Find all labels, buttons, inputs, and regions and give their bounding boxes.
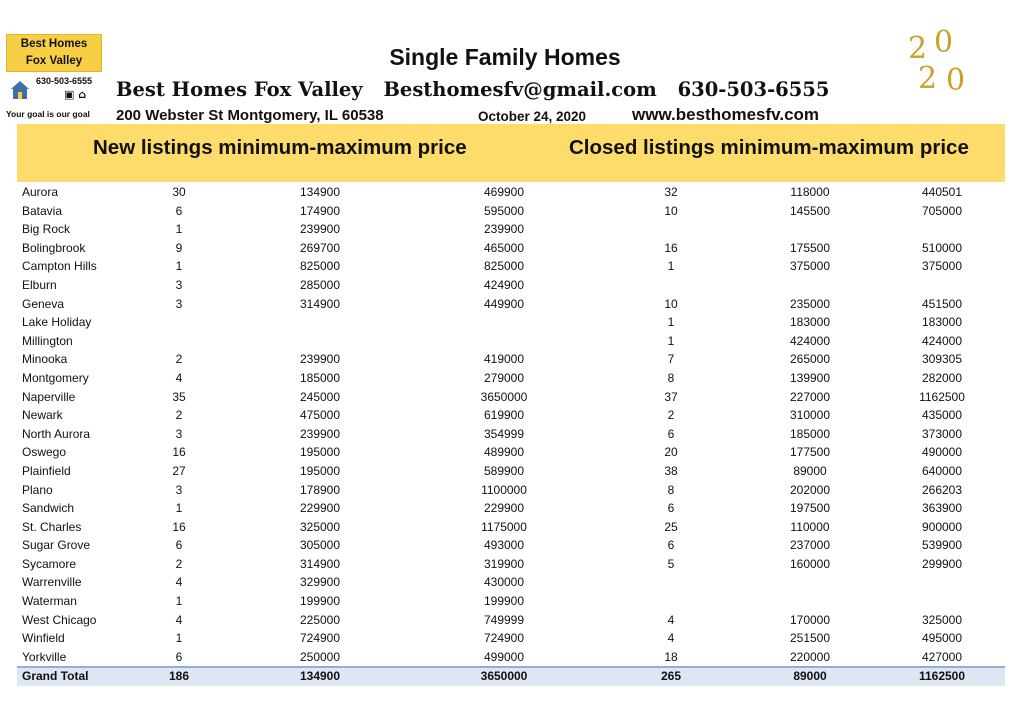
new-count-cell: 6 xyxy=(175,203,183,218)
city-cell: Campton Hills xyxy=(22,259,97,274)
closed-count-cell: 6 xyxy=(667,426,675,441)
table-row xyxy=(17,388,1005,407)
city-cell: Millington xyxy=(22,333,73,348)
table-row xyxy=(17,518,1005,537)
company-name: Best Homes Fox Valley xyxy=(116,78,363,101)
year-digit-1: 2 xyxy=(908,31,928,66)
new-max-price-cell: 489900 xyxy=(483,445,525,460)
table-row xyxy=(17,257,1005,276)
closed-min-price-cell: 185000 xyxy=(789,426,831,441)
city-cell: Elburn xyxy=(22,277,57,292)
closed-min-price-cell: 265000 xyxy=(789,352,831,367)
closed-max-price-cell: 424000 xyxy=(921,333,963,348)
closed-max-price-cell: 325000 xyxy=(921,612,963,627)
closed-min-price-cell: 110000 xyxy=(790,519,830,534)
contact-line xyxy=(116,78,843,101)
new-count-cell: 1 xyxy=(175,594,183,609)
contact-email: Besthomesfv@gmail.com xyxy=(383,78,657,101)
closed-count-cell: 1 xyxy=(667,333,675,348)
new-max-price-cell: 354999 xyxy=(483,426,525,441)
closed-min-price-cell: 237000 xyxy=(789,538,831,553)
report-date: October 24, 2020 xyxy=(478,109,587,124)
logo-line-1: Best Homes xyxy=(20,38,88,50)
total-new-min: 134900 xyxy=(299,669,341,684)
closed-min-price-cell: 220000 xyxy=(789,649,831,664)
closed-count-cell: 38 xyxy=(664,463,678,478)
year-digit-4: 0 xyxy=(946,63,966,94)
new-count-cell: 16 xyxy=(172,445,186,460)
new-min-price-cell: 475000 xyxy=(299,408,341,423)
closed-max-price-cell: 427000 xyxy=(921,649,963,664)
closed-min-price-cell: 183000 xyxy=(789,315,831,330)
new-min-price-cell: 305000 xyxy=(299,538,341,553)
city-cell: Montgomery xyxy=(22,370,89,385)
table-row xyxy=(17,369,1005,388)
closed-min-price-cell: 375000 xyxy=(789,259,831,274)
table-row xyxy=(17,611,1005,630)
new-count-cell: 4 xyxy=(175,370,183,385)
closed-count-cell: 7 xyxy=(667,352,675,367)
total-closed-count: 265 xyxy=(660,669,682,684)
city-cell: Geneva xyxy=(22,296,65,311)
closed-count-cell: 4 xyxy=(667,612,675,627)
section-banner xyxy=(17,124,1005,182)
new-min-price-cell: 195000 xyxy=(299,445,341,460)
closed-max-price-cell: 490000 xyxy=(921,445,963,460)
closed-max-price-cell: 539900 xyxy=(921,538,963,553)
new-min-price-cell: 239900 xyxy=(299,426,341,441)
new-count-cell: 16 xyxy=(172,519,186,534)
logo-line-2: Fox Valley xyxy=(25,55,83,67)
company-address: 200 Webster St Montgomery, IL 60538 xyxy=(116,107,384,124)
new-max-price-cell: 424900 xyxy=(483,277,525,292)
new-count-cell: 35 xyxy=(172,389,186,404)
closed-min-price-cell: 139900 xyxy=(789,370,831,385)
new-min-price-cell: 724900 xyxy=(299,631,341,646)
table-row xyxy=(17,239,1005,258)
closed-min-price-cell: 424000 xyxy=(789,333,831,348)
city-cell: West Chicago xyxy=(22,612,97,627)
city-cell: Sycamore xyxy=(22,556,77,571)
closed-max-price-cell: 373000 xyxy=(921,426,963,441)
table-row xyxy=(17,555,1005,574)
city-cell: Warrenville xyxy=(22,575,82,590)
new-min-price-cell: 245000 xyxy=(299,389,341,404)
table-row xyxy=(17,443,1005,462)
new-max-price-cell: 419000 xyxy=(483,352,525,367)
total-closed-max: 1162500 xyxy=(918,669,966,684)
new-min-price-cell: 325000 xyxy=(299,519,341,534)
table-row xyxy=(17,629,1005,648)
closed-min-price-cell: 202000 xyxy=(789,482,831,497)
new-max-price-cell: 619900 xyxy=(483,408,525,423)
new-min-price-cell: 285000 xyxy=(299,277,341,292)
page-title: Single Family Homes xyxy=(389,44,621,70)
new-min-price-cell: 239900 xyxy=(299,352,341,367)
new-listings-heading: New listings minimum-maximum price xyxy=(93,136,467,159)
closed-max-price-cell: 495000 xyxy=(921,631,963,646)
table-row xyxy=(17,350,1005,369)
closed-min-price-cell: 197500 xyxy=(789,501,831,516)
new-min-price-cell: 250000 xyxy=(299,649,341,664)
new-min-price-cell: 239900 xyxy=(299,222,341,237)
city-cell: North Aurora xyxy=(22,426,91,441)
new-min-price-cell: 825000 xyxy=(299,259,341,274)
city-cell: Lake Holiday xyxy=(22,315,92,330)
table-row xyxy=(17,202,1005,221)
closed-count-cell: 5 xyxy=(667,556,675,571)
closed-count-cell: 20 xyxy=(664,445,678,460)
new-max-price-cell: 449900 xyxy=(483,296,525,311)
closed-count-cell: 16 xyxy=(664,240,678,255)
city-cell: Winfield xyxy=(22,631,65,646)
table-row xyxy=(17,406,1005,425)
table-row xyxy=(17,648,1005,667)
new-min-price-cell: 174900 xyxy=(299,203,341,218)
closed-count-cell: 32 xyxy=(664,185,678,199)
new-max-price-cell: 469900 xyxy=(483,185,525,199)
total-new-count: 186 xyxy=(168,669,190,684)
year-digit-2: 0 xyxy=(934,28,954,60)
new-count-cell: 1 xyxy=(175,222,183,237)
closed-min-price-cell: 89000 xyxy=(793,463,827,478)
new-max-price-cell: 1175000 xyxy=(481,519,527,534)
new-max-price-cell: 239900 xyxy=(483,222,525,237)
table-row xyxy=(17,220,1005,239)
closed-count-cell: 6 xyxy=(667,501,675,516)
city-cell: Sandwich xyxy=(22,501,75,516)
new-count-cell: 2 xyxy=(175,352,183,367)
city-cell: Bolingbrook xyxy=(22,240,86,255)
closed-min-price-cell: 175500 xyxy=(789,240,831,255)
city-cell: Oswego xyxy=(22,445,67,460)
closed-max-price-cell: 900000 xyxy=(921,519,963,534)
closed-count-cell: 8 xyxy=(667,482,675,497)
contact-phone: 630-503-6555 xyxy=(677,78,830,101)
city-cell: Sugar Grove xyxy=(22,538,91,553)
closed-max-price-cell: 375000 xyxy=(921,259,963,274)
new-count-cell: 3 xyxy=(175,426,183,441)
new-max-price-cell: 749999 xyxy=(483,612,525,627)
logo-tagline: Your goal is our goal xyxy=(6,109,90,119)
new-min-price-cell: 199900 xyxy=(299,594,341,609)
closed-max-price-cell: 282000 xyxy=(921,370,963,385)
new-min-price-cell: 314900 xyxy=(299,296,341,311)
closed-max-price-cell: 299900 xyxy=(921,556,963,571)
realtor-equal-housing-icon: ▣ ⌂ xyxy=(64,88,87,101)
new-count-cell: 4 xyxy=(175,575,183,590)
closed-count-cell: 6 xyxy=(667,538,675,553)
closed-count-cell: 8 xyxy=(667,370,675,385)
closed-max-price-cell: 705000 xyxy=(921,203,963,218)
new-count-cell: 1 xyxy=(175,501,183,516)
new-count-cell: 3 xyxy=(175,277,183,292)
new-min-price-cell: 225000 xyxy=(299,612,341,627)
city-cell: Waterman xyxy=(22,594,77,609)
new-min-price-cell: 195000 xyxy=(299,463,341,478)
new-max-price-cell: 319900 xyxy=(483,556,525,571)
table-row xyxy=(17,481,1005,500)
closed-count-cell: 25 xyxy=(664,519,678,534)
closed-max-price-cell: 266203 xyxy=(921,482,963,497)
table-row xyxy=(17,276,1005,295)
closed-max-price-cell: 183000 xyxy=(921,315,963,330)
new-min-price-cell: 134900 xyxy=(299,185,341,199)
table-row xyxy=(17,499,1005,518)
table-row xyxy=(17,183,1005,202)
closed-max-price-cell: 451500 xyxy=(921,296,963,311)
new-max-price-cell: 465000 xyxy=(483,240,525,255)
closed-max-price-cell: 440501 xyxy=(921,185,963,199)
city-cell: Aurora xyxy=(22,185,59,199)
closed-min-price-cell: 227000 xyxy=(789,389,831,404)
new-count-cell: 6 xyxy=(175,649,183,664)
closed-max-price-cell: 363900 xyxy=(921,501,963,516)
city-cell: St. Charles xyxy=(22,519,82,534)
new-max-price-cell: 1100000 xyxy=(481,482,527,497)
new-min-price-cell: 314900 xyxy=(299,556,341,571)
new-min-price-cell: 329900 xyxy=(299,575,341,590)
city-cell: Newark xyxy=(22,408,63,423)
logo-phone: 630-503-6555 xyxy=(36,76,93,86)
city-cell: Plainfield xyxy=(22,463,71,478)
closed-max-price-cell: 309305 xyxy=(921,352,963,367)
closed-min-price-cell: 145500 xyxy=(789,203,831,218)
new-max-price-cell: 199900 xyxy=(483,594,525,609)
closed-min-price-cell: 160000 xyxy=(789,556,831,571)
new-max-price-cell: 430000 xyxy=(483,575,525,590)
closed-min-price-cell: 118000 xyxy=(790,185,830,199)
grand-total-row xyxy=(17,666,1005,686)
closed-min-price-cell: 170000 xyxy=(789,612,831,627)
new-min-price-cell: 229900 xyxy=(299,501,341,516)
new-min-price-cell: 269700 xyxy=(299,240,341,255)
new-max-price-cell: 589900 xyxy=(483,463,525,478)
listings-table xyxy=(17,183,1005,686)
new-max-price-cell: 493000 xyxy=(483,538,525,553)
closed-min-price-cell: 235000 xyxy=(789,296,831,311)
closed-count-cell: 1 xyxy=(667,315,675,330)
company-website: www.besthomesfv.com xyxy=(632,105,820,124)
city-cell: Big Rock xyxy=(22,222,71,237)
closed-count-cell: 37 xyxy=(664,389,678,404)
new-count-cell: 3 xyxy=(175,296,183,311)
new-count-cell: 27 xyxy=(172,463,186,478)
grand-total-label: Grand Total xyxy=(22,669,89,684)
table-row xyxy=(17,332,1005,351)
total-closed-min: 89000 xyxy=(793,669,827,684)
closed-listings-heading: Closed listings minimum-maximum price xyxy=(569,136,969,159)
closed-count-cell: 1 xyxy=(667,259,675,274)
new-max-price-cell: 825000 xyxy=(483,259,525,274)
city-cell: Minooka xyxy=(22,352,68,367)
new-count-cell: 4 xyxy=(175,612,183,627)
new-min-price-cell: 178900 xyxy=(299,482,341,497)
new-max-price-cell: 595000 xyxy=(483,203,525,218)
new-max-price-cell: 724900 xyxy=(483,631,525,646)
closed-count-cell: 18 xyxy=(664,649,678,664)
new-count-cell: 30 xyxy=(172,185,186,199)
table-row xyxy=(17,425,1005,444)
new-count-cell: 3 xyxy=(175,482,183,497)
total-new-max: 3650000 xyxy=(480,669,528,684)
closed-min-price-cell: 251500 xyxy=(789,631,831,646)
new-max-price-cell: 499000 xyxy=(483,649,525,664)
closed-max-price-cell: 435000 xyxy=(921,408,963,423)
new-count-cell: 1 xyxy=(175,631,183,646)
year-digit-3: 2 xyxy=(918,61,938,94)
new-max-price-cell: 3650000 xyxy=(480,389,528,404)
house-icon xyxy=(10,80,30,100)
closed-max-price-cell: 640000 xyxy=(921,463,963,478)
table-row xyxy=(17,592,1005,611)
city-cell: Naperville xyxy=(22,389,76,404)
table-row xyxy=(17,295,1005,314)
table-row xyxy=(17,536,1005,555)
closed-count-cell: 4 xyxy=(667,631,675,646)
closed-min-price-cell: 177500 xyxy=(789,445,831,460)
new-count-cell: 6 xyxy=(175,538,183,553)
closed-count-cell: 10 xyxy=(664,296,678,311)
closed-min-price-cell: 310000 xyxy=(789,408,831,423)
city-cell: Plano xyxy=(22,482,53,497)
new-count-cell: 9 xyxy=(175,240,183,255)
city-cell: Yorkville xyxy=(22,649,67,664)
new-count-cell: 2 xyxy=(175,408,183,423)
year-2020-icon xyxy=(904,28,976,94)
new-max-price-cell: 229900 xyxy=(483,501,525,516)
closed-count-cell: 2 xyxy=(667,408,675,423)
closed-max-price-cell: 1162500 xyxy=(919,389,965,404)
closed-max-price-cell: 510000 xyxy=(921,240,963,255)
new-count-cell: 1 xyxy=(175,259,183,274)
new-min-price-cell: 185000 xyxy=(299,370,341,385)
new-max-price-cell: 279000 xyxy=(483,370,525,385)
closed-count-cell: 10 xyxy=(664,203,678,218)
table-row xyxy=(17,573,1005,592)
table-row xyxy=(17,313,1005,332)
city-cell: Batavia xyxy=(22,203,63,218)
new-count-cell: 2 xyxy=(175,556,183,571)
table-row xyxy=(17,462,1005,481)
